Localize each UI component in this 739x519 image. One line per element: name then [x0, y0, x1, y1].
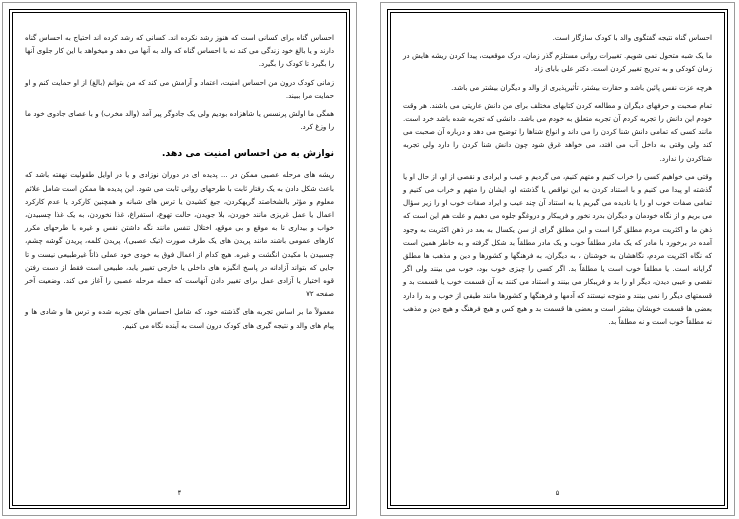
- paragraph: معمولاً ما بر اساس تجربه های گذشته خود، که شامل احساس های تجربه شده و ترس ها و شادی ها و پیام های والد و نتیجه گیری های کودک درون است به آینده نگاه می کنیم.: [25, 307, 334, 330]
- paragraph: ریشه های مرحله عصبی ممکن در ... پدیده ای در دوران نوزادی و یا در اوایل طفولیت نهفته باشد که باعث شکل دادن به یک رفتار ثابت با طرحهای روانی ثابت می شود. این پدیده ها ممکن است شامل علائم معلوم و مؤثر بالشخاصتد گریهکردن، جیغ کشیدن یا ترس های شبانه و همچنین کارکرد یا عدم کارکرد اعمال یا عمل غریزی مانند خوردن، بلا جویدن، حالت تهوع، استفراغ، غذا نخوردن، به یک غذا چسبیدن، خواب و بیداری نا به موقع و بی موقع، اختلال تنفس مانند نگه داشتن نفس و غیره با طرحهای مکرر کارهای عمومی باشند مانند پریدن های یک طرف صورت (تیک عصبی)، پریدن کلمه، پریدن گوشه چشم، چسبیدن با مکیدن انگشت و غیره. هیچ کدام از اعمال فوق به خودی خود عملی ذاتاً غیرطبیعی نیست و تا جایی که بتواند آزادانه در پاسخ انگیزه های داخلی یا خارجی تغییر یابد، طبیعی است فقط از دست رفتن قوه اختیار یا آزادی عمل برای تغییر دادن آنهاست که حمله مرحله عصبی را آغاز می کند. وضعیت آخر صفحه ۷۲: [25, 170, 334, 299]
- paragraph: تمام صحبت و حرفهای دیگران و مطالعه کردن کتابهای مختلف برای من دانش عاریتی می باشند. هر وقت خودم این دانش را تجربه کردم آن تجربه متعلق به خودم می باشد. دانشی که تجربه شده باشد خرد است. مانند کسی که تمامی دانش شنا کردن را می داند و انواع شناها را توضیح می دهد و درباره آن صحبت می کند ولی وقتی به داخل آب می افتد، می خواهد غرق شود چون دانش شنا کردن را دارد ولی تجربه شناکردن را ندارد.: [403, 100, 712, 163]
- paragraph: احساس گناه نتیجه گفتگوی والد با کودک سازگار است.: [552, 33, 712, 42]
- paragraph: زمانی کودک درون من احساس امنیت، اعتماد و آرامش می کند که من بتوانم (بالغ) از او حمایت کنم و او حمایت مرا ببیند.: [25, 77, 334, 100]
- paragraph: احساس گناه برای کسانی است که هنوز رشد نکرده اند. کسانی که رشد کرده اند احتیاج به احساس گناه دارند و یا بالغ خود زندگی می کند نه با احساس گناه که والد به آنها می دهد و میخواهد با این کار جلوی آنها را بگیرد تا کودک را بگیرد.: [25, 33, 334, 69]
- right-page-content: [403, 31, 712, 328]
- paragraph: هرچه عزت نفس پائین باشد و حقارت بیشتر، تأثیرپذیری از والد و دیگران بیشتر می باشد.: [451, 82, 712, 92]
- left-page-content: [25, 31, 334, 332]
- paragraph: ما یک شبه متحول نمی شویم. تغییرات روانی مستلزم گذر زمان، درک موقعیت، پیدا کردن ریشه هایش در زمان کودکی و به تدریج تغییر کردن است. دکتر علی بابای زاد: [403, 51, 712, 74]
- page-gutter: [362, 0, 374, 519]
- section-heading: نوازش به من احساس امنیت می دهد.: [161, 148, 334, 160]
- page-number: ۵: [555, 489, 560, 497]
- paragraph: وقتی می خواهیم کسی را خراب کنیم و متهم کنیم، می گردیم و عیب و ایرادی و نقصی از او، از حال او یا گذشته او پیدا می کنیم و با استناد کردن به این نواقص یا گذشته او، ایشان را متهم و خراب می کنیم و تمامی صفات خوب او را یا نادیده می گیریم یا به استناد آن چند عیب و ایراد صفات خوب او را زیر سؤال می بریم و از نگاه خودمان و دیگران بدرد نخور و فریبکار و دروغگو جلوه می دهیم و علت هم این است که ذهن ما و اکثریت مردم مطلق گرا است و این مطلق گرای از سن یکسال به بعد در ذهن اکثریت به وجود آمده در برخورد با مادر که یک مادر مطلقاً خوب و یک مادر مطلقاً بد شکل گرفته و به خاطر همین است که نگاه اکثریت مردم، نگاهشان به خوشنان ، به دیگران، به فرهنگها و کشورها و دین و مذهب ها مطلق گرایانه است. یا مطلقاً خوب است یا مطلقاً بد. اگر کسی را چیزی خوب بود، خوب می بینند ولی اگر نقصی و عیبی دیدن، دیگر او را بد و فریبکار می بینند و استناد می کنند به آن قسمت خوب یا قسمت بد و قسمتهای دیگر را نمی بینند و متوجه نیستند که آدمها و فرهنگها و کشورها مانند طیفی از خوب و بد را دارد بعضی ها قسمت خوبشان بیشتر است و بعضی ها قسمت بد و هیچ کس و هیچ فرهنگ و هیچ دین و مذهب نه مطلقاً خوب است و نه مطلقاً بد.: [403, 171, 712, 327]
- left-page: [2, 2, 357, 516]
- right-page: [380, 2, 735, 516]
- page-number: ۴: [177, 489, 182, 497]
- paragraph: همگی ما اولش پرنسس یا شاهزاده بودیم ولی یک جادوگر پیر آمد (والد مخرب) و با عصای جادوی خود ما را وزغ کرد.: [25, 109, 334, 132]
